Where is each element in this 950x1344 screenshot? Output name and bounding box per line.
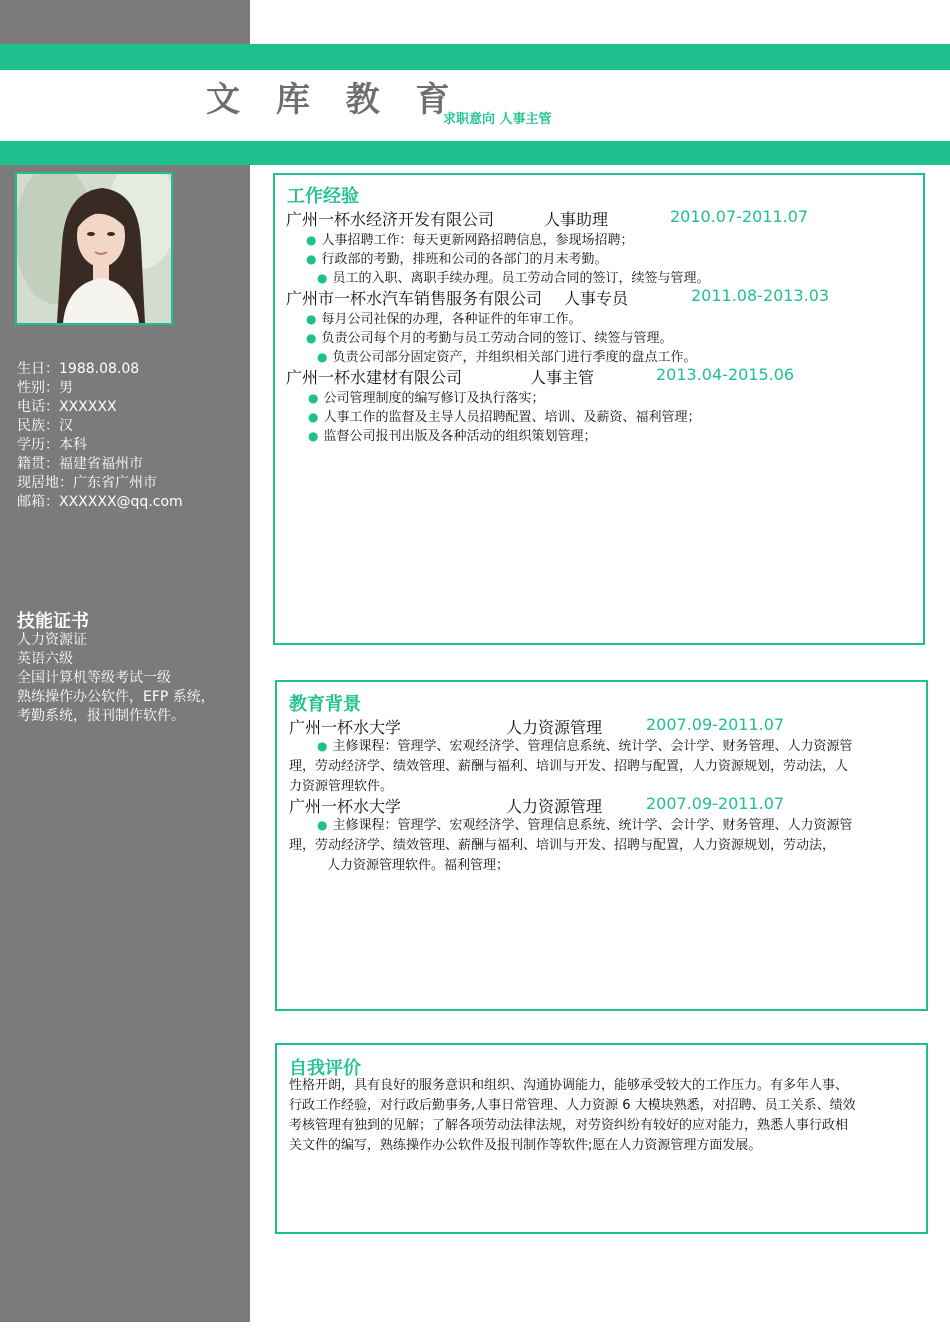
edu-major: 人力资源管理 (506, 797, 603, 816)
job-bullet: ● 公司管理制度的编写修订及执行落实； (308, 391, 545, 406)
skill-item: 英语六级 (17, 651, 73, 667)
self-line: 行政工作经验，对行政后勤事务,人事日常管理、人力资源 6 大模块熟悉，对招聘、员工关系、绩效 (289, 1098, 856, 1113)
info-ethnicity: 民族：汉 (17, 418, 73, 434)
job-position: 人事专员 (564, 289, 629, 308)
bullet-icon: ● (306, 233, 317, 247)
job-position: 人事助理 (544, 210, 609, 229)
bullet-icon: ● (308, 429, 319, 443)
profile-photo (15, 172, 173, 325)
header-white-band (0, 70, 950, 141)
info-education: 学历：本科 (17, 437, 87, 453)
bullet-icon: ● (308, 410, 319, 424)
edu-date: 2007.09-2011.07 (646, 794, 785, 813)
self-section-title: 自我评价 (289, 1058, 361, 1079)
edu-course-line: ● 主修课程：管理学、宏观经济学、管理信息系统、统计学、会计学、财务管理、人力资源管 (317, 739, 853, 754)
edu-date: 2007.09-2011.07 (646, 715, 785, 734)
job-company: 广州一杯水经济开发有限公司 (286, 210, 495, 229)
edu-courses (289, 815, 919, 876)
personal-info-list (17, 360, 183, 512)
info-hometown: 籍贯：福建省福州市 (17, 456, 143, 472)
edu-course-line: 力资源管理软件。 (289, 779, 394, 794)
edu-courses (289, 736, 919, 797)
job-company: 广州市一杯水汽车销售服务有限公司 (286, 289, 543, 308)
edu-course-line: 理，劳动经济学、绩效管理、薪酬与福利、培训与开发、招聘与配置，人力资源规划，劳动法， (289, 838, 836, 853)
bullet-icon: ● (317, 739, 328, 753)
bullet-icon: ● (317, 350, 328, 364)
job-bullet: ● 监督公司报刊出版及各种活动的组织策划管理； (308, 429, 597, 444)
self-line: 性格开朗，具有良好的服务意识和组织、沟通协调能力，能够承受较大的工作压力。有多年人事、 (289, 1078, 849, 1093)
edu-course-line: 理，劳动经济学、绩效管理、薪酬与福利、培训与开发、招聘与配置，人力资源规划，劳动法，人 (289, 759, 849, 774)
self-line: 关文件的编写，熟练操作办公软件及报刊制作等软件;愿在人力资源管理方面发展。 (289, 1138, 762, 1153)
info-gender: 性别：男 (17, 380, 73, 396)
bullet-icon: ● (308, 391, 319, 405)
job-date: 2013.04-2015.06 (656, 365, 795, 384)
job-position: 人事主管 (530, 368, 595, 387)
header-bottom-band (0, 141, 950, 165)
portrait-illustration (17, 174, 171, 323)
info-birthday: 生日：1988.08.08 (17, 361, 140, 377)
education-section-title: 教育背景 (289, 694, 361, 715)
header-top-band (0, 44, 950, 70)
edu-course-line: ● 主修课程：管理学、宏观经济学、管理信息系统、统计学、会计学、财务管理、人力资源管 (317, 818, 853, 833)
self-line: 考核管理有独到的见解；了解各项劳动法律法规，对劳资纠纷有较好的应对能力，熟悉人事行政相 (289, 1118, 849, 1133)
info-email: 邮箱：XXXXXX@qq.com (17, 494, 183, 510)
resume-name: 文 库 教 育 (206, 80, 462, 120)
job-bullet: ● 每月公司社保的办理，各种证件的年审工作。 (306, 312, 582, 327)
bullet-icon: ● (306, 312, 317, 326)
bullet-icon: ● (317, 271, 328, 285)
info-residence: 现居地：广东省广州市 (17, 475, 157, 491)
info-phone: 电话：XXXXXX (17, 399, 117, 415)
bullet-icon: ● (317, 818, 328, 832)
job-bullet: ● 人事工作的监督及主导人员招聘配置、培训、及薪资、福利管理； (308, 410, 701, 425)
edu-school: 广州一杯水大学 (289, 797, 402, 816)
bullet-icon: ● (306, 252, 317, 266)
bullet-icon: ● (306, 331, 317, 345)
job-bullet: ● 负责公司每个月的考勤与员工劳动合同的签订、续签与管理。 (306, 331, 673, 346)
job-date: 2010.07-2011.07 (670, 207, 809, 226)
job-intent: 求职意向 人事主管 (443, 112, 552, 127)
job-bullet: ● 行政部的考勤，排班和公司的各部门的月末考勤。 (306, 252, 608, 267)
job-bullet: ● 员工的入职、离职手续办理。员工劳动合同的签订，续签与管理。 (317, 271, 710, 286)
skill-item: 全国计算机等级考试一级 (17, 670, 171, 686)
skills-list (17, 631, 242, 726)
skill-item: 人力资源证 (17, 632, 87, 648)
edu-school: 广州一杯水大学 (289, 718, 402, 737)
edu-major: 人力资源管理 (506, 718, 603, 737)
work-section-title: 工作经验 (287, 186, 359, 207)
job-date: 2011.08-2013.03 (691, 286, 830, 305)
edu-course-line: 人力资源管理软件。福利管理； (327, 858, 510, 873)
job-bullet: ● 人事招聘工作：每天更新网路招聘信息，参现场招聘； (306, 233, 634, 248)
self-evaluation-text (289, 1076, 919, 1156)
skill-item: 熟练操作办公软件，EFP 系统， (17, 689, 215, 705)
job-company: 广州一杯水建材有限公司 (286, 368, 463, 387)
skill-item: 考勤系统，报刊制作软件。 (17, 708, 185, 724)
skills-title: 技能证书 (17, 611, 89, 632)
job-bullet: ● 负责公司部分固定资产，并组织相关部门进行季度的盘点工作。 (317, 350, 697, 365)
